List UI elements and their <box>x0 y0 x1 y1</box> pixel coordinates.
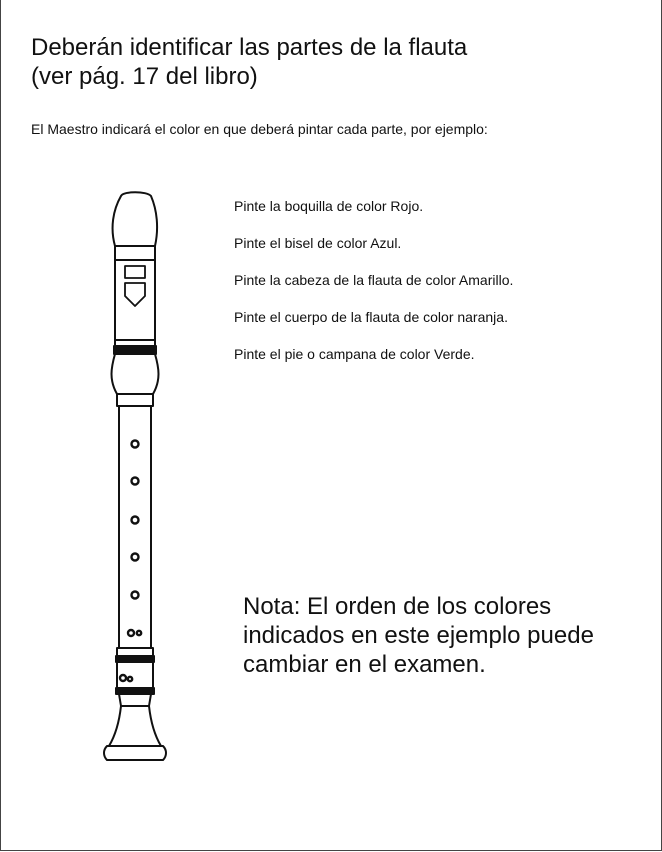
instruction-foot: Pinte el pie o campana de color Verde. <box>234 346 475 362</box>
finger-hole-3 <box>132 517 139 524</box>
finger-hole-5 <box>132 592 139 599</box>
finger-hole-1 <box>132 441 139 448</box>
flute-bell-neck <box>119 694 151 706</box>
foot-hole-a <box>120 675 126 681</box>
flute-body-bulge <box>112 354 159 394</box>
finger-hole-2 <box>132 478 139 485</box>
flute-joint-collar <box>115 340 155 346</box>
instruction-mouthpiece: Pinte la boquilla de color Rojo. <box>234 198 424 214</box>
flute-bell-rim <box>104 746 166 760</box>
flute-joint-band <box>114 346 156 354</box>
flute-body-ring <box>117 394 153 406</box>
instruction-body: Pinte el cuerpo de la flauta de color naranja. <box>234 309 508 325</box>
instruction-bevel: Pinte el bisel de color Azul. <box>234 235 402 251</box>
flute-foot-collar <box>117 648 153 656</box>
finger-hole-6b <box>137 631 141 635</box>
intro-text: El Maestro indicará el color en que deberá pintar cada parte, por ejemplo: <box>31 121 488 137</box>
instruction-head: Pinte la cabeza de la flauta de color Amarillo. <box>234 272 514 288</box>
title-line-1: Deberán identificar las partes de la flauta <box>31 34 468 61</box>
finger-hole-6a <box>128 630 134 636</box>
flute-window <box>125 266 145 278</box>
page-title <box>31 33 591 91</box>
foot-hole-b <box>128 677 132 681</box>
instruction-list <box>234 197 513 382</box>
finger-hole-4 <box>132 554 139 561</box>
flute-bell <box>109 706 161 746</box>
recorder-flute-icon <box>95 188 175 770</box>
title-line-2: (ver pág. 17 del libro) <box>31 63 258 90</box>
flute-mouthpiece-ring <box>115 246 155 260</box>
flute-mouthpiece <box>113 192 158 246</box>
exam-note: Nota: El orden de los colores indicados en este ejemplo puede cambiar en el examen. <box>243 593 594 678</box>
